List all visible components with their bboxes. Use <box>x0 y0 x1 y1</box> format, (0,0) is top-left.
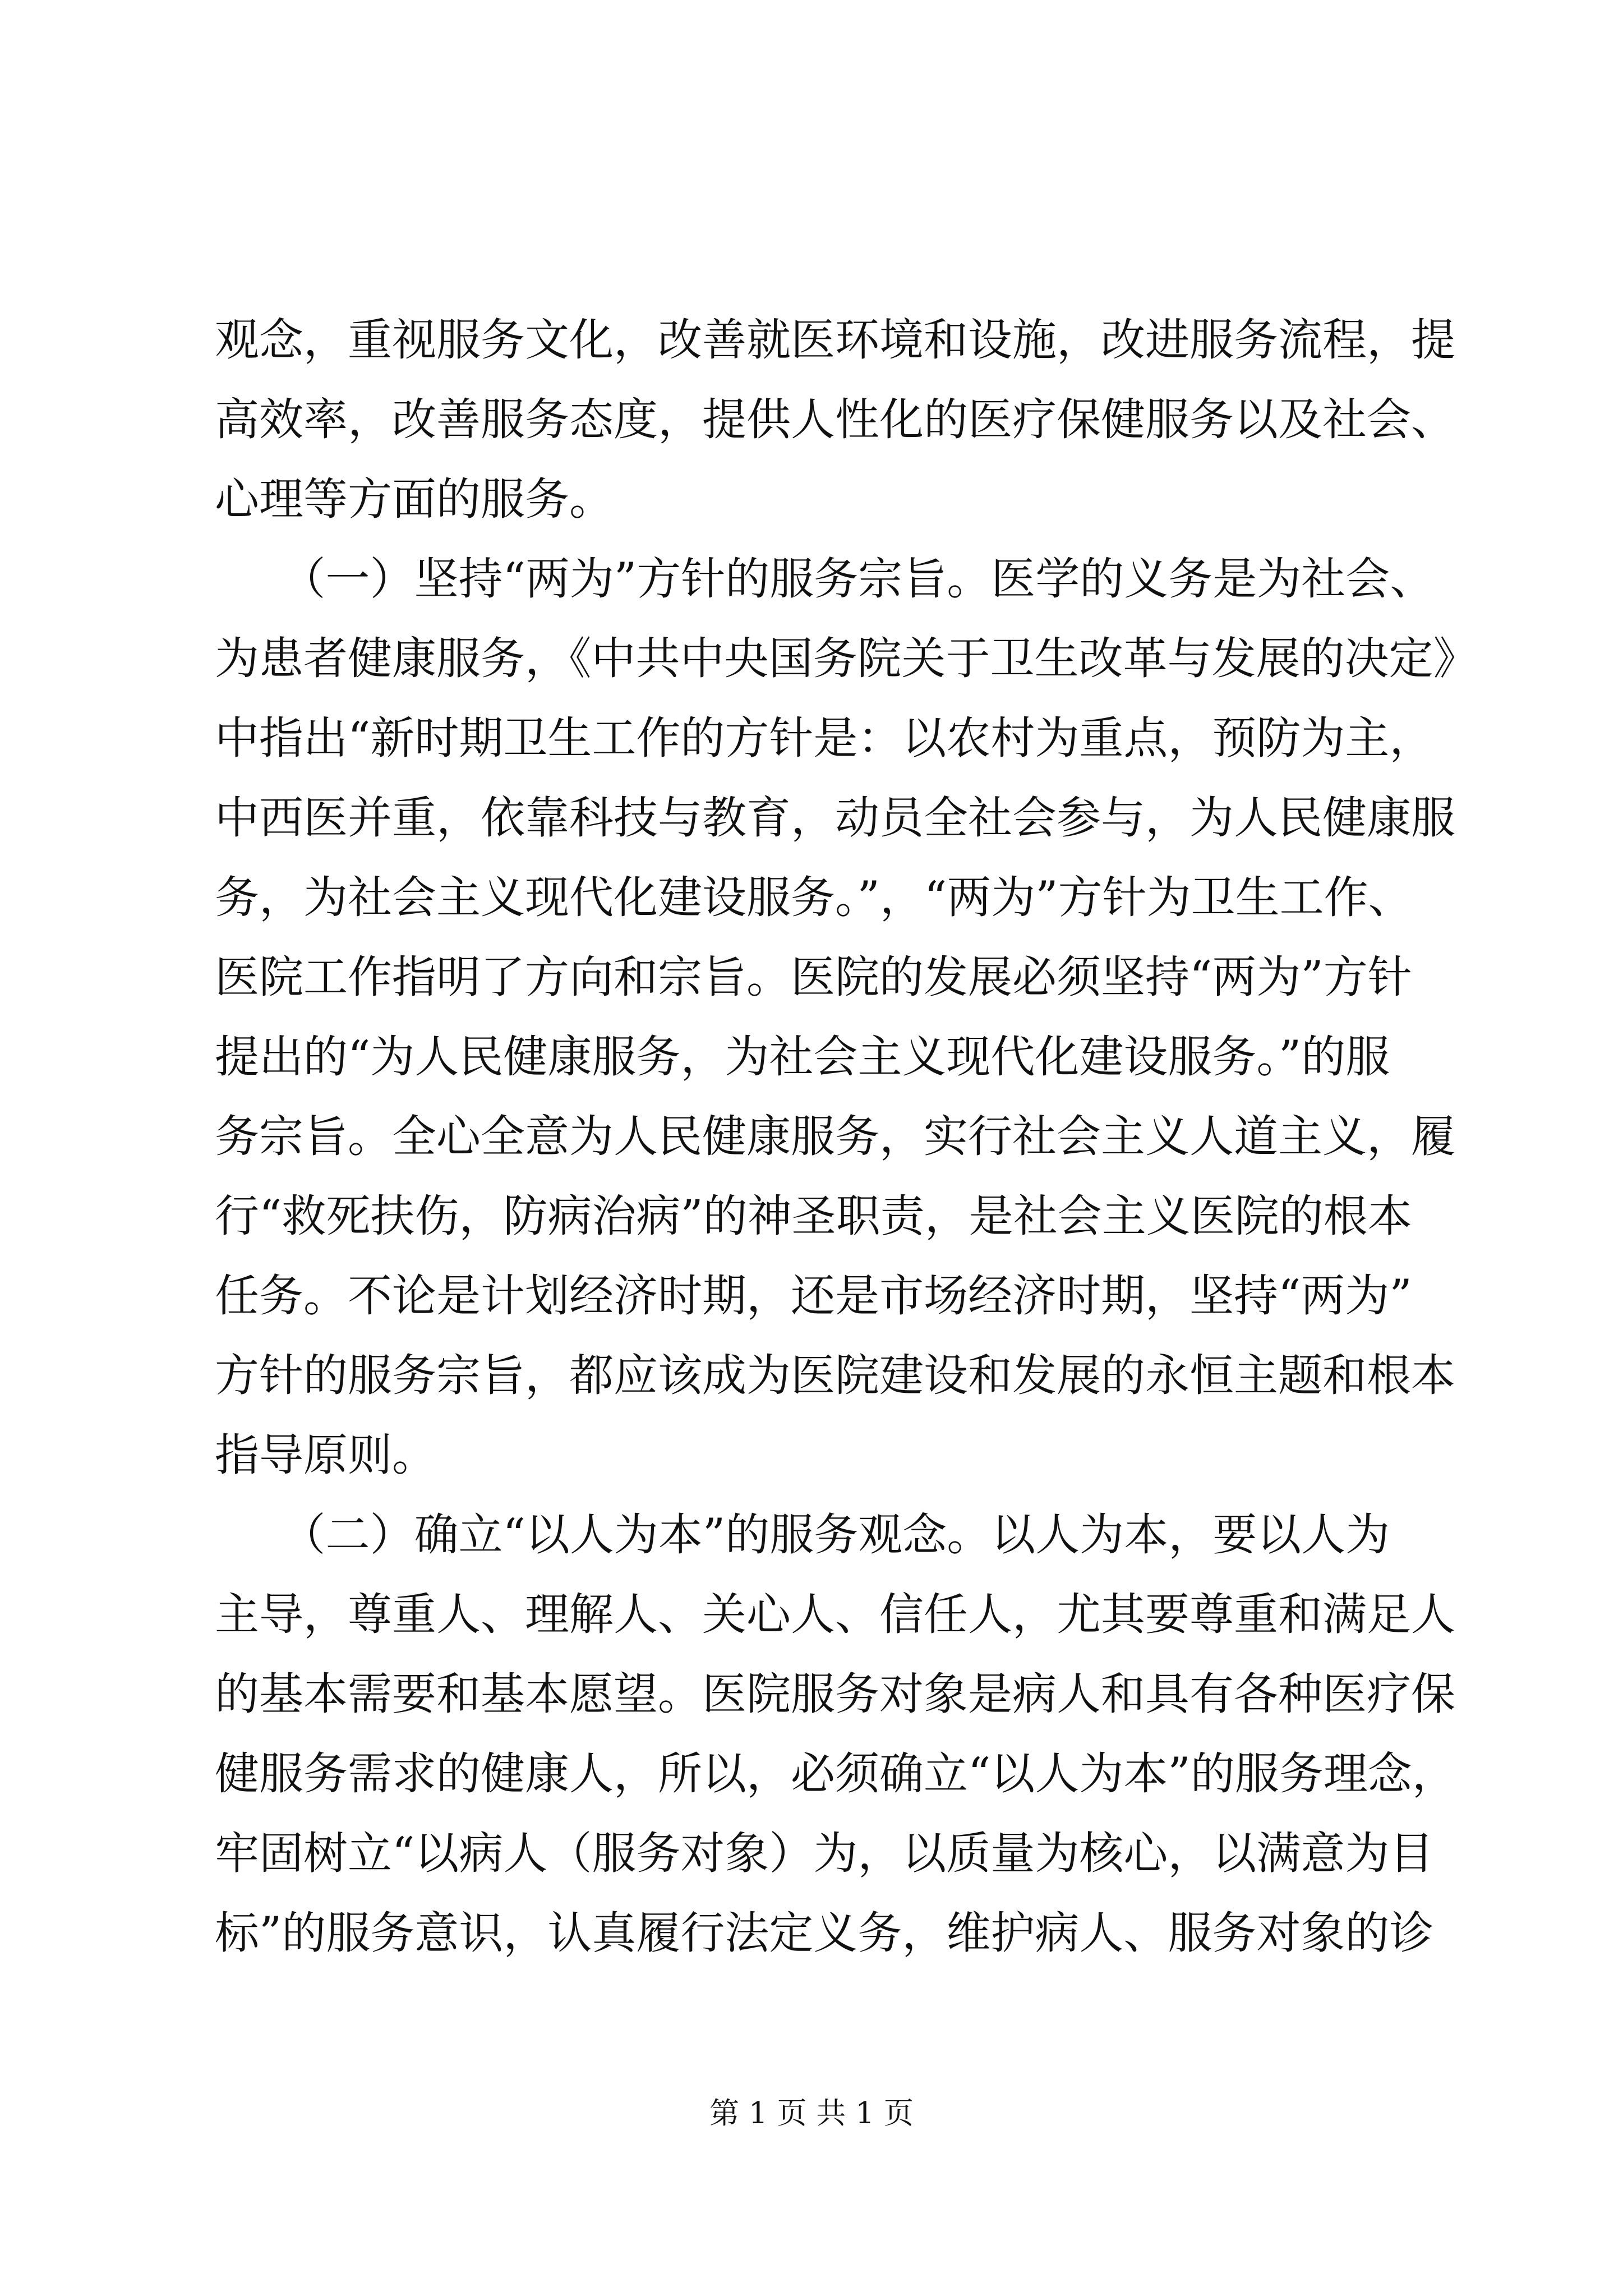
text-line: 为患者健康服务，《中共中央国务院关于卫生改革与发展的决定》 <box>215 633 1478 684</box>
text-line: 务，为社会主义现代化建设服务。”，“两为”方针为卫生工作、 <box>215 872 1413 923</box>
text-line: 提出的“为人民健康服务，为社会主义现代化建设服务。”的服 <box>215 1031 1390 1083</box>
text-line: 标”的服务意识，认真履行法定义务，维护病人、服务对象的诊 <box>215 1907 1434 1959</box>
text-line: 方针的服务宗旨，都应该成为医院建设和发展的永恒主题和根本 <box>215 1350 1455 1401</box>
text-line: 牢固树立“以病人（服务对象）为，以质量为核心，以满意为目 <box>215 1828 1434 1879</box>
text-line: （一）坚持“两为”方针的服务宗旨。医学的义务是为社会、 <box>215 553 1435 605</box>
text-line: 医院工作指明了方向和宗旨。医院的发展必须坚持“两为”方针 <box>215 951 1412 1003</box>
text-line: 中指出“新时期卫生工作的方针是：以农村为重点，预防为主， <box>215 712 1434 764</box>
text-line: 中西医并重，依靠科技与教育，动员全社会参与，为人民健康服 <box>215 792 1455 844</box>
text-line: 行“救死扶伤，防病治病”的神圣职责，是社会主义医院的根本 <box>215 1190 1412 1242</box>
text-line: 主导，尊重人、理解人、关心人、信任人，尤其要尊重和满足人 <box>215 1589 1455 1640</box>
page-footer <box>0 2091 1623 2136</box>
text-line: 健服务需求的健康人，所以，必须确立“以人为本”的服务理念， <box>215 1748 1456 1800</box>
text-line: 务宗旨。全心全意为人民健康服务，实行社会主义人道主义，履 <box>215 1111 1455 1162</box>
text-line: 任务。不论是计划经济时期，还是市场经济时期，坚持“两为” <box>215 1270 1412 1322</box>
text-line: 观念，重视服务文化，改善就医环境和设施，改进服务流程，提 <box>215 314 1455 366</box>
text-line: （二）确立“以人为本”的服务观念。以人为本，要以人为 <box>215 1509 1390 1561</box>
document-body <box>215 300 1478 1973</box>
page-number: 第 1 页 共 1 页 <box>709 2096 914 2131</box>
text-line: 指导原则。 <box>215 1429 436 1481</box>
text-line: 的基本需要和基本愿望。医院服务对象是病人和具有各种医疗保 <box>215 1668 1455 1720</box>
text-line: 高效率，改善服务态度，提供人性化的医疗保健服务以及社会、 <box>215 394 1455 445</box>
text-line: 心理等方面的服务。 <box>215 473 614 525</box>
